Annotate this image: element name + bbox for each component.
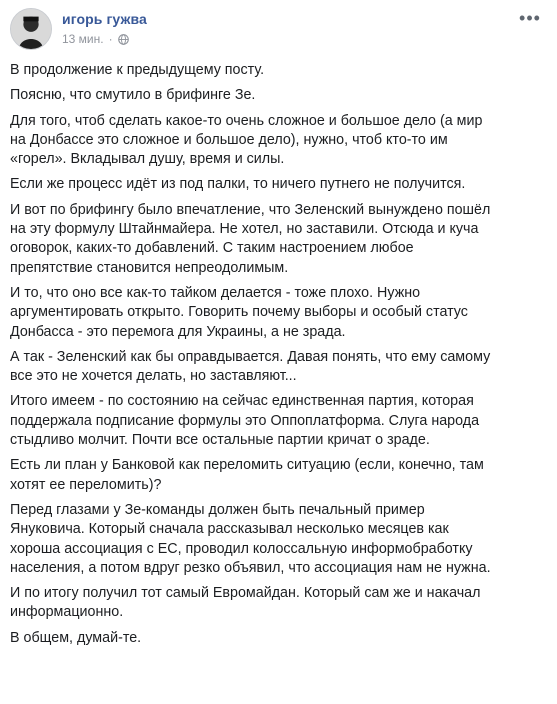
post-paragraph: Итого имеем - по состоянию на сейчас единственная партия, которая поддержала подписание формулы это Оппоплатформа. Слуга народа стыдливо молчит. Почти все остальные партии кричат о зраде. [10,393,480,449]
post-paragraph: Перед глазами у Зе-команды должен быть печальный пример Януковича. Который сначала рассказывал несколько месяцев как хороша ассоциация с ЕС, проводил колоссальную информобработку населения, а потом вдруг резко объявил, что ассоциация нам не нужна. [10,501,491,576]
post-paragraph: Для того, чтоб сделать какое-то очень сложное и большое дело (а мир на Донбассе это сложное и большое дело), нужно, чтоб кто-то им «горел». Вкладывал душу, время и силы. [10,112,483,168]
post-paragraph: В общем, думай-те. [10,629,142,646]
post-paragraph: А так - Зеленский как бы оправдывается. Давая понять, что ему самому все это не хочется делать, но заставляют... [10,348,491,385]
post-meta [62,32,129,46]
post-paragraph: И то, что оно все как-то тайком делается - тоже плохо. Нужно аргументировать открыто. Говорить почему выборы и особый статус Донбасса - это перемога для Украины, а не зрада. [10,284,468,340]
post-paragraph: Если же процесс идёт из под палки, то ничего путнего не получится. [10,176,466,193]
avatar[interactable] [10,8,52,50]
post-text [10,61,550,654]
post-paragraph: Поясню, что смутило в брифинге Зе. [10,87,256,104]
post-time[interactable]: 13 мин. [62,32,104,46]
post-paragraph: Есть ли план у Банковой как переломить ситуацию (если, конечно, там хотят ее переломить)? [10,457,484,493]
post-paragraph: И вот по брифингу было впечатление, что Зеленский вынуждено пошёл на эту формулу Штайнмайера. Не хотел, но заставили. Отсюда и куча оговорок, каких-то добавлений. С таким настроением любое препятствие становится непреодолимым. [10,201,491,276]
post-paragraph: И по итогу получил тот самый Евромайдан. Который сам же и накачал информационно. [10,585,481,621]
avatar-photo [11,9,51,49]
more-options-icon[interactable]: ••• [519,8,541,28]
globe-icon[interactable] [118,34,129,45]
author-name[interactable]: игорь гужва [62,11,147,27]
post-paragraph: В продолжение к предыдущему посту. [10,62,265,78]
post-header [10,8,547,56]
meta-separator: · [108,32,113,46]
